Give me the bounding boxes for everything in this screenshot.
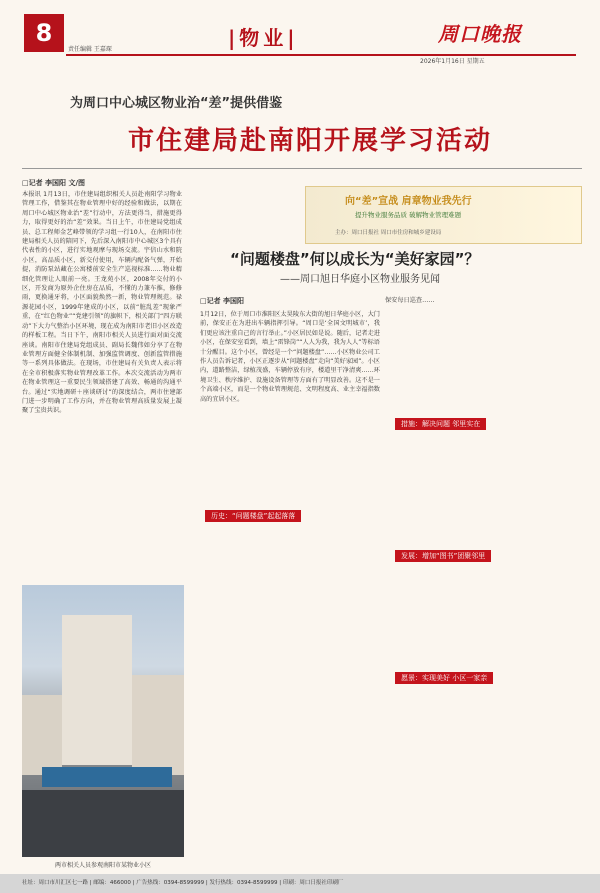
- section-tag-history: 历史：“问题楼盘”起起落落: [205, 510, 301, 522]
- header-rule: [66, 54, 576, 56]
- photo-caption: 两市相关人员参观南阳市某物业小区: [54, 862, 151, 869]
- section-tag-vision: 愿景：实现美好 小区一家亲: [395, 672, 493, 684]
- banner-sponsor: 主办：周口日报社 周口市住房和城乡建设局: [335, 230, 442, 236]
- article-byline: □记者 李国阳 文/图: [22, 179, 86, 187]
- photo-building-right: [132, 675, 184, 775]
- feature-body-col2: 1月12日，位于周口市淮阳区太昊陵东大街的旭日华庭小区，大门前，保安正在为进出车辆指挥引导。“周口是‘全国文明城市’，我们更应该注重自己的言行举止。”小区居民如是说。随后，记者走进小区，在保安室看到，墙上“雷锋岗”“人人为我，我为人人”等标语十分醒目。这个小区，曾经是一个“问题楼盘”……小区物业公司工作人员告诉记者，小区正逐步从“问题楼盘”走向“美好家园”。小区内，道路整洁，绿植茂盛，车辆停放有序，楼道里干净清爽……环境卫生、秩序维护、设施设备管理等方面有了明显改善。这不是一个高端小区，而是一个物业管理规范、文明程度高、业主幸福指数高的宜居小区。: [200, 311, 380, 403]
- photo-crowd: [22, 790, 184, 857]
- feature-body-col3: 保安每日巡查……: [385, 297, 435, 304]
- feature-title: “问题楼盘”何以成长为“美好家园”？: [230, 250, 480, 268]
- article-body: 本报讯 1月13日，市住建局组织相关人员赴南阳学习物业管理工作，借鉴其在物业管理中好的经验和做法，以期在周口中心城区物业治“差”行动中，方法更得当，措施更得力，取得更好的治“差”效果。当日上午，市住建局党组成员、总工程师金艺峰带领的学习组一行10人，在南阳市住建局相关人员的陪同下，先后深入南阳市中心城区3个具有代表性的小区，进行实地观摩与现场交流。宇信山水和院小区，高品质小区，新交付使用，车辆内配备气弹，开始提，消防泵站藏在公寓楼前安全生产巡视标准……物业精细化管理让人眼前一亮。王龙苑小区，2008年交付的小区，开发商为原外企住房在品质，不懂的力兼车推，修修雨，更换通牙将，小区面貌焕然一新，物业管理规范。禄源花园小区，1999年建成的小区，以前“脏乱差”现象严重，在“红色物业”“党建引领”的旗帜下，相关部门“四方联动”下大力气整治小区环境，现在成为南阳市老旧小区改造的样板工程。当日下午，南阳市相关人员进行面对面交流座谈。南阳市住建局党组成员、副局长魏伟如分享了在物业管理方面健全体制机制、加强监管调度、创新监管措施等一系列具体做法。在现场，市住建局有关负责人表示将在全市积极落实物业管理改革工作。本次交流活动为两市在物业管理这一重要民生领域搭建了高效、畅通的沟通平台。通过“实地调研＋座谈研讨”的深度结合，两市住建部门进一步明确了工作方向，并在物业管理高质量发展上凝聚了宝贵共识。: [22, 191, 182, 415]
- feature-byline: □记者 李国阳: [200, 297, 245, 305]
- photo-building-left: [22, 695, 62, 775]
- section-tag-measures: 措施：解决问题 邻里实在: [395, 418, 486, 430]
- headline-rule: [22, 168, 582, 169]
- newspaper-logo: 周口晚报: [438, 22, 522, 46]
- page-number: 8: [24, 14, 64, 52]
- editor-credit: 责任编辑 王嘉琛: [68, 46, 112, 53]
- page-footer: 社址：周口市川汇区七一路 | 邮编：466000 | 广告热线：0394-8599999 | 发行热线：0394-8599999 | 印刷：周口日报社印刷厂: [0, 874, 600, 893]
- issue-date: 2026年1月16日 星期五: [420, 58, 485, 65]
- banner-title: 向“差”宣战 肩章物业我先行: [345, 196, 472, 207]
- article-kicker: 为周口中心城区物业治“差”提供借鉴: [70, 96, 283, 111]
- article-headline: 市住建局赴南阳开展学习活动: [127, 126, 492, 156]
- section-title: |物业|: [228, 26, 299, 50]
- photo-building: [62, 615, 132, 765]
- feature-subtitle: ——周口旭日华庭小区物业服务见闻: [280, 274, 440, 285]
- section-tag-development: 发展：增加“图书”团聚邻里: [395, 550, 491, 562]
- article-photo: [22, 585, 184, 857]
- photo-storefront: [42, 767, 172, 787]
- banner-subtitle: 提升物业服务品质 破解物业管理难题: [355, 211, 462, 219]
